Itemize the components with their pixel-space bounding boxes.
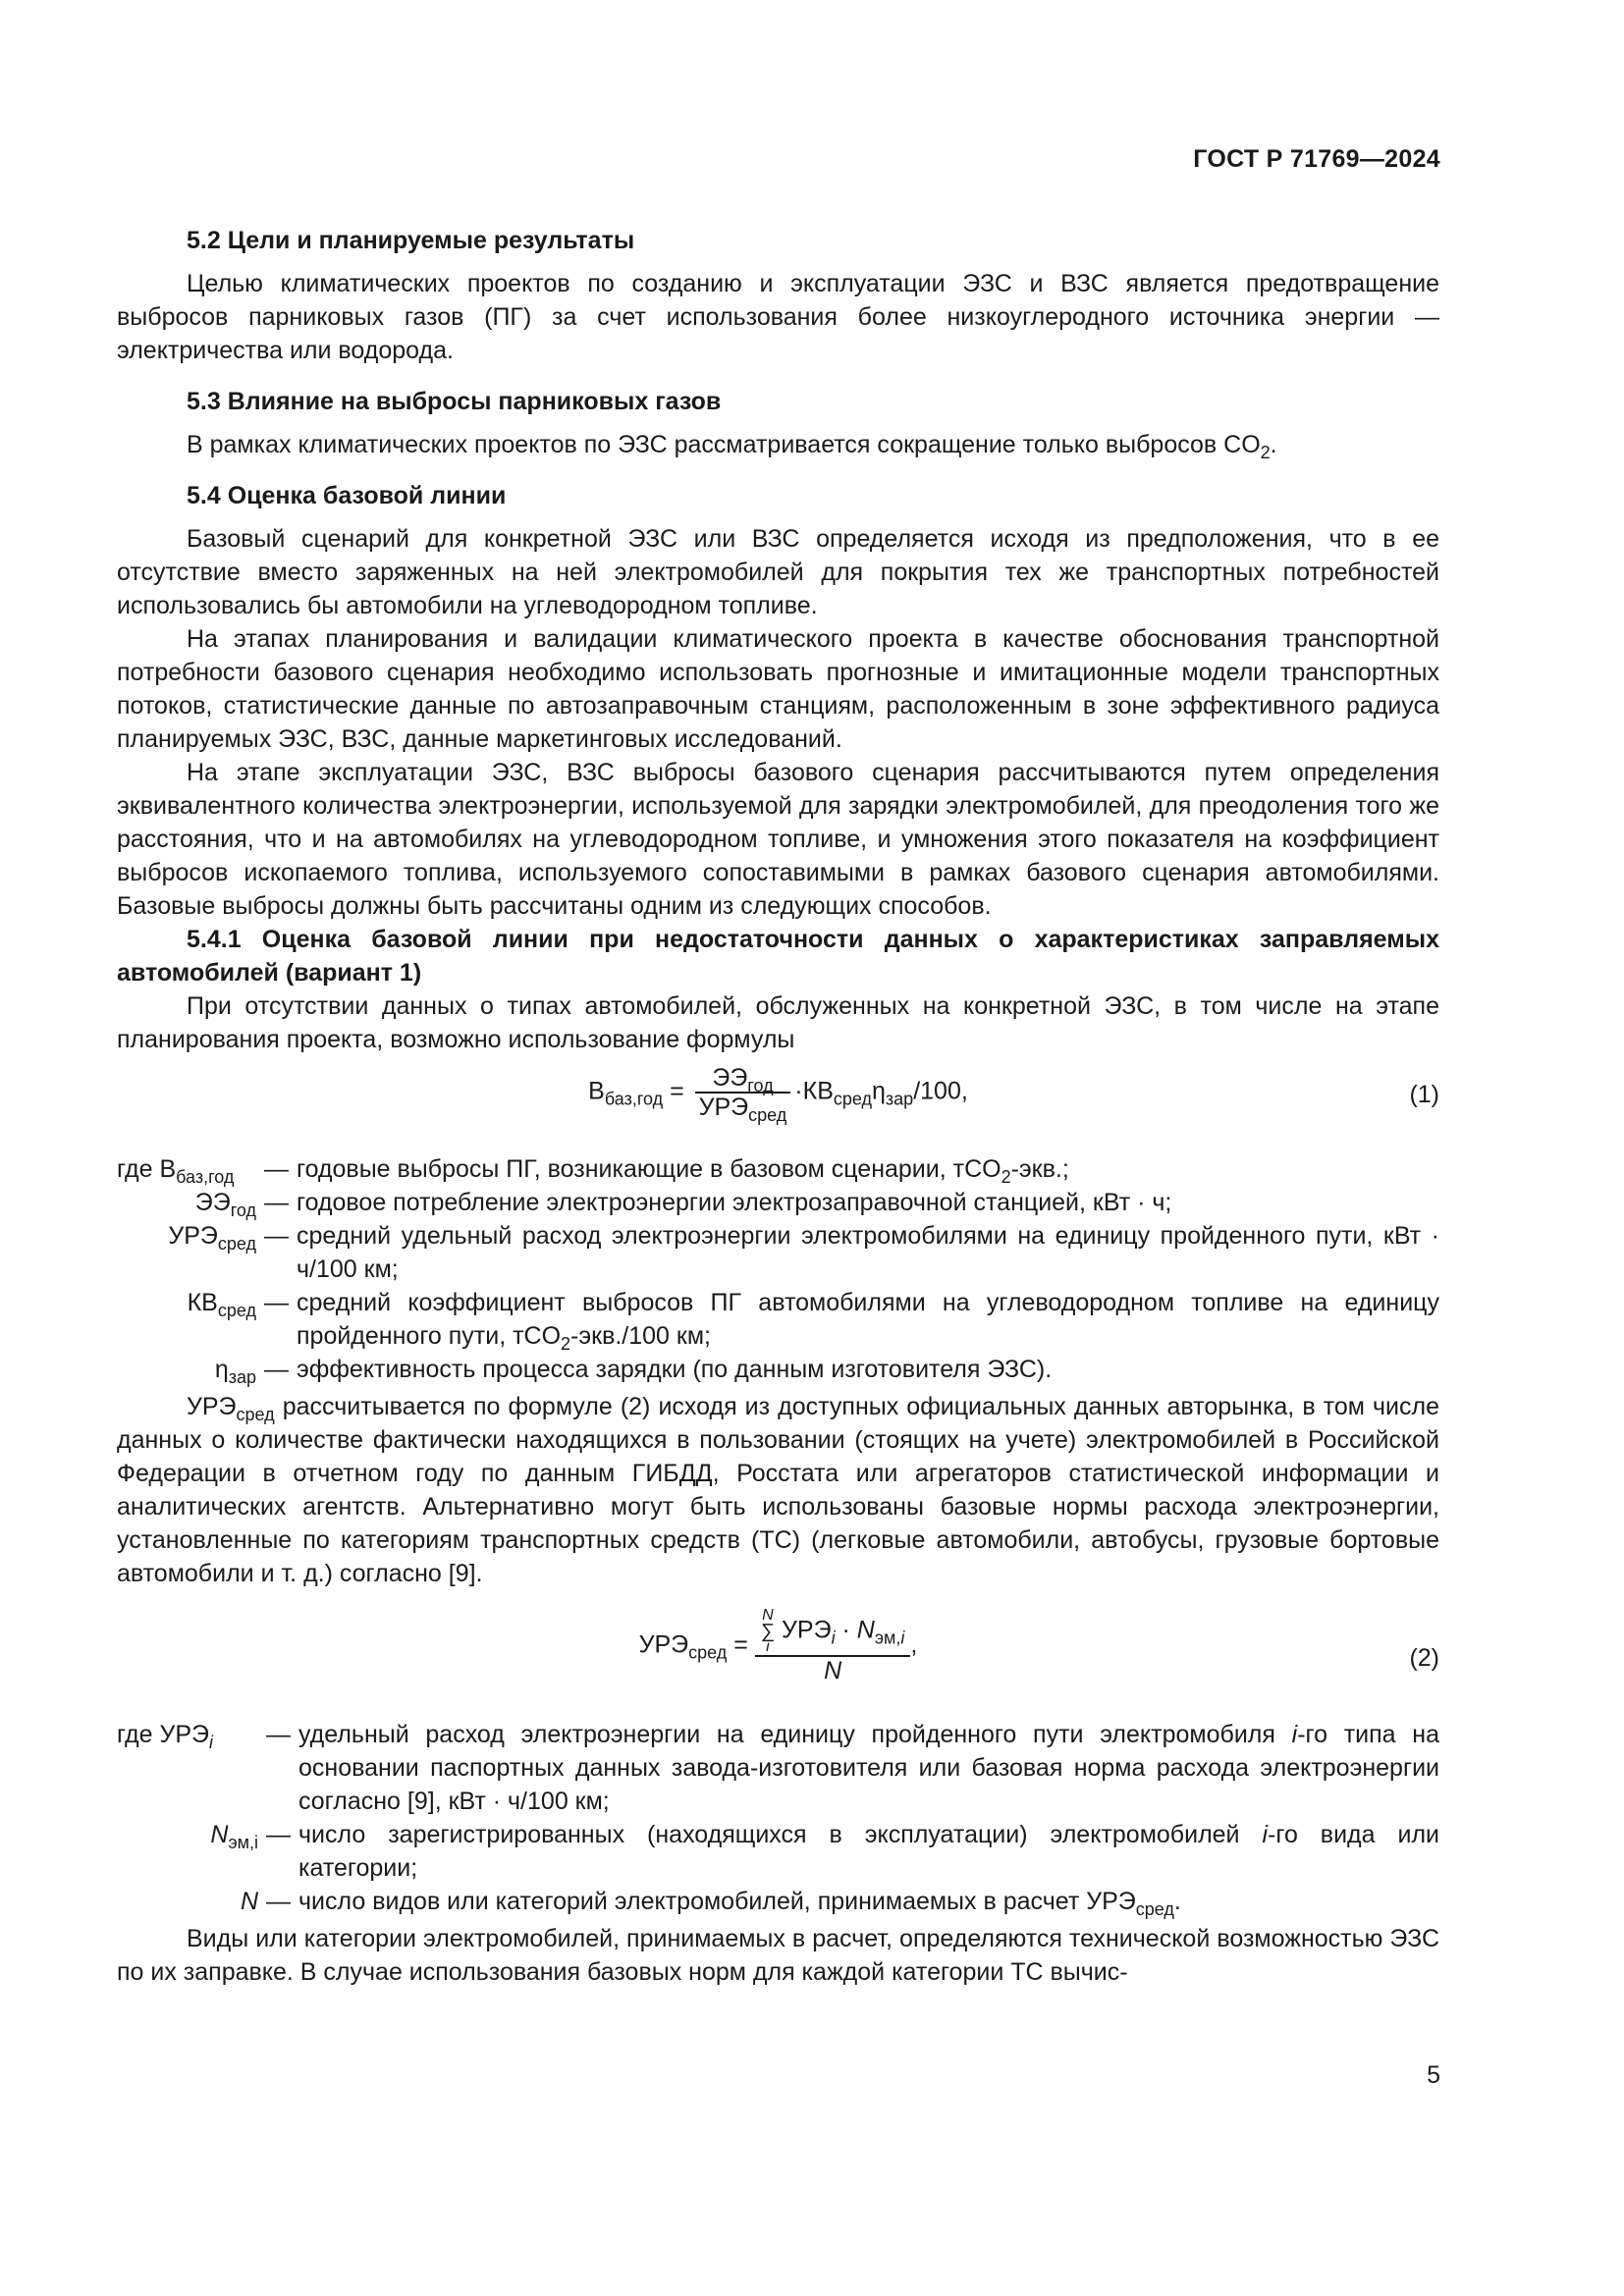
- definition-row: $N_{эм,i}$ — число зарегистрированных (находящихся в эксплуатации) электромобилей i-го вида или категории;: [210, 1821, 1440, 1882]
- section-5-4-1-title: 5.4.1 Оценка базовой линии при недостаточности данных о характеристиках заправляемых автомобилей (вариант 1): [117, 926, 1439, 987]
- section-5-4-paragraph-1: Базовый сценарий для конкретной ЭЗС или ВЗС определяется исходя из предположения, что в ее отсутствие вместо заряженных на ней электромобилей для покрытия тех же транспортных потребностей использовались бы автомобили на углеводородном топливе.: [117, 525, 1439, 619]
- page-number: 5: [1427, 2061, 1440, 2089]
- section-5-3-title: 5.3 Влияние на выбросы парниковых газов: [187, 388, 722, 415]
- formula-2-number: (2): [1409, 1644, 1439, 1672]
- definition-row: $\eta_{зар}$ — эффективность процесса зарядки (по данным изготовителя ЭЗС).: [214, 1356, 1053, 1387]
- section-5-2-text: Целью климатических проектов по созданию и эксплуатации ЭЗС и ВЗС является предотвращение выбросов парниковых газов (ПГ) за счет использования более низкоуглеродного источника энергии — электричества или водорода.: [117, 270, 1439, 364]
- sum-operator: N ∑ i: [760, 1607, 776, 1655]
- standard-code-header: ГОСТ Р 71769—2024: [1193, 145, 1440, 173]
- formula-1-body: $В_{баз,год}$ = $\frac{ЭЭ_{год}}{УРЭ_{сред}}$ $\cdot КВ_{сред}\eta_{зар}/100$,: [588, 1064, 968, 1125]
- section-5-3-text: В рамках климатических проектов по ЭЗС рассматривается сокращение только выбросов $CO_2$.: [187, 431, 1277, 462]
- formula-1-definitions: [117, 1152, 1439, 1386]
- definition-row: $УРЭ_{сред}$ — средний удельный расход электроэнергии электромобилями на единицу пройденного пути, кВт · ч/100 км;: [168, 1222, 1439, 1283]
- formula-2: [117, 1602, 1439, 1708]
- formula-2-fraction: N ∑ i $УРЭ_i \cdot N_{эм,i}$ N: [755, 1608, 911, 1684]
- formula-1-fraction: $\frac{ЭЭ_{год}}{УРЭ_{сред}}$: [695, 1064, 791, 1121]
- formula-1-number: (1): [1409, 1081, 1439, 1108]
- last-paragraph: Виды или категории электромобилей, принимаемых в расчет, определяются технической возможностью ЭЗС по их заправке. В случае использования базовых норм для каждой категории ТС вычис-: [117, 1925, 1439, 1986]
- definition-row: N — число видов или категорий электромобилей, принимаемых в расчет $УРЭ_{сред}$.: [240, 1888, 1181, 1919]
- section-5-4-paragraph-2: На этапах планирования и валидации климатического проекта в качестве обоснования транспортной потребности базового сценария необходимо использовать прогнозные и имитационные модели транспортных потоков, статистические данные по автозаправочным станциям, расположенным в зоне эффективного радиуса планируемых ЭЗС, ВЗС, данные маркетинговых исследований.: [117, 625, 1439, 753]
- definition-row: $ЭЭ_{год}$ — годовое потребление электроэнергии электрозаправочной станцией, кВт · ч;: [194, 1189, 1172, 1220]
- formula-2-body: $УРЭ_{сред}$ = N ∑ i $УРЭ_i \cdot N_{эм,i}$ N ,: [638, 1607, 918, 1684]
- definition-row: где $УРЭ_i$ — удельный расход электроэнергии на единицу пройденного пути электромобиля i-го типа на основании паспортных данных завода-изготовителя или базовая норма расхода электроэнергии согласно [9], кВт · ч/100 км;: [117, 1721, 1439, 1815]
- page-content: [117, 224, 1439, 1989]
- section-5-4-paragraph-3: На этапе эксплуатации ЭЗС, ВЗС выбросы базового сценария рассчитываются путем определения эквивалентного количества электроэнергии, используемой для зарядки электромобилей, для преодоления того же расстояния, что и на автомобилях на углеводородном топливе, и умножения этого показателя на коэффициент выбросов ископаемого топлива, используемого сопоставимыми в рамках базового сценария автомобилями. Базовые выбросы должны быть рассчитаны одним из следующих способов.: [117, 759, 1439, 920]
- definition-row: где $В_{баз,год}$ — годовые выбросы ПГ, возникающие в базовом сценарии, тCO$_2$-экв.;: [117, 1155, 1069, 1187]
- ure-paragraph: $УРЭ_{сред}$ рассчитывается по формуле (2) исходя из доступных официальных данных авторынка, в том числе данных о количестве фактически находящихся в пользовании (стоящих на учете) электромобилей в Российской Федерации в отчетном году по данным ГИБДД, Росстата или агрегаторов статистической информации и аналитических агентств. Альтернативно могут быть использованы базовые нормы расхода электроэнергии, установленные по категориям транспортных средств (ТС) (легковые автомобили, автобусы, грузовые бортовые автомобили и т. д.) согласно [9].: [117, 1393, 1439, 1587]
- section-5-4-title: 5.4 Оценка базовой линии: [187, 482, 507, 509]
- formula-2-definitions: [117, 1718, 1439, 1918]
- section-5-2-title: 5.2 Цели и планируемые результаты: [187, 227, 635, 254]
- definition-row: $КВ_{сред}$ — средний коэффициент выбросов ПГ автомобилями на углеводородном топливе на единицу пройденного пути, тCO$_2$-экв./100 км;: [187, 1289, 1439, 1354]
- section-5-4-1-paragraph: При отсутствии данных о типах автомобилей, обслуженных на конкретной ЭЗС, в том числе на этапе планирования проекта, возможно использование формулы: [117, 992, 1439, 1053]
- formula-1: [117, 1056, 1439, 1131]
